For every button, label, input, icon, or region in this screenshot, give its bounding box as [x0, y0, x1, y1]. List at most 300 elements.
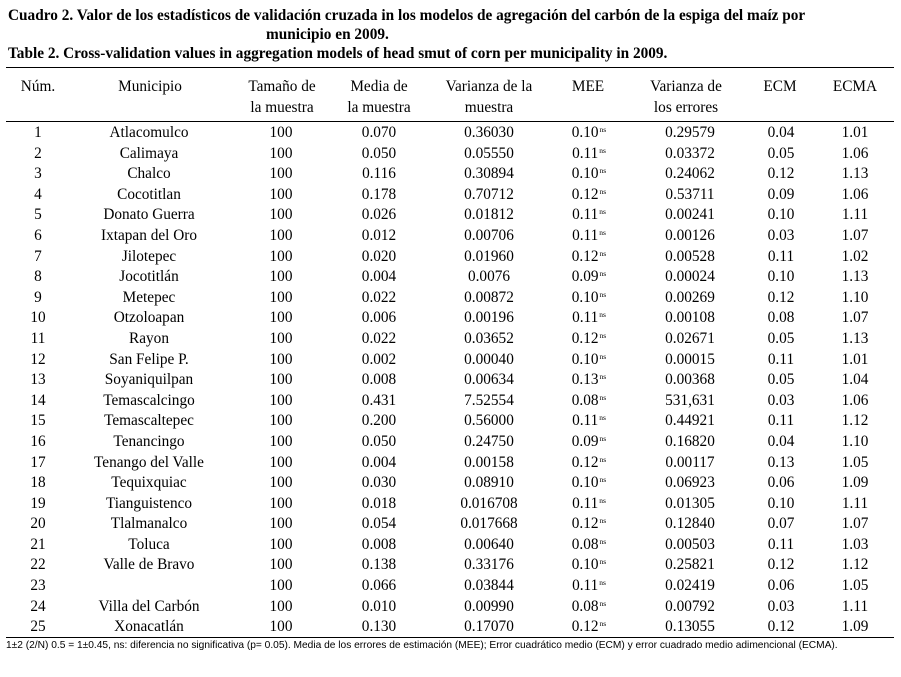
cell-varerr: 0.00368: [665, 371, 715, 389]
cell-mee-significance: ns: [599, 433, 607, 443]
table-row: [6, 453, 894, 474]
cell-ecm: 0.06: [767, 474, 795, 492]
cell-mee-significance: ns: [599, 454, 607, 464]
cell-media: 0.030: [361, 474, 397, 492]
header-mee-label: MEE: [571, 78, 605, 95]
cell-mee-value: 0.11: [572, 206, 599, 224]
cell-municipio: Ixtapan del Oro: [101, 226, 197, 244]
cell-media: 0.008: [361, 371, 397, 389]
cell-media: 0.431: [361, 391, 397, 409]
cell-mee: [572, 165, 606, 183]
cell-varianza: 0.00158: [464, 453, 514, 471]
cell-mee-value: 0.10: [571, 350, 599, 368]
cell-n: 100: [269, 185, 293, 203]
cell-municipio: Jocotitlán: [119, 268, 179, 286]
cell-varianza: 0.03652: [464, 329, 514, 347]
cell-num: 1: [34, 124, 42, 141]
cell-ecm: 0.03: [767, 597, 795, 615]
caption-english: Table 2. Cross-validation values in aggregation models of head smut of corn per municipality in 2009.: [8, 45, 668, 62]
cell-n: 100: [269, 412, 293, 430]
cell-ecm: 0.04: [767, 432, 795, 450]
cell-mee-significance: ns: [599, 372, 607, 382]
cell-varerr: 0.00117: [665, 453, 715, 471]
cell-varerr: 0.02419: [665, 577, 715, 595]
cell-mee-value: 0.12: [571, 515, 599, 533]
cell-municipio: Temascalcingo: [103, 391, 195, 409]
cell-media: 0.002: [361, 350, 397, 368]
cell-varianza: 0.17070: [464, 618, 514, 636]
cell-ecm: 0.05: [767, 371, 795, 389]
cell-n: 100: [269, 371, 293, 389]
cell-num: 3: [34, 165, 42, 183]
cell-num: 9: [34, 288, 42, 306]
cell-media: 0.178: [361, 185, 397, 203]
cell-ecma: 1.13: [841, 268, 869, 286]
cell-n: 100: [269, 556, 293, 574]
cell-varerr: 0.00269: [665, 288, 715, 306]
cell-municipio: Villa del Carbón: [98, 597, 200, 615]
table-row: [6, 308, 894, 329]
header-media-line1: Media de: [350, 78, 408, 95]
cell-num: 15: [30, 412, 46, 430]
cell-mee-value: 0.09: [571, 268, 599, 286]
cell-media: 0.054: [361, 515, 397, 533]
cell-mee-value: 0.12: [571, 185, 599, 203]
cell-mee-value: 0.10: [571, 165, 599, 183]
cell-mee-significance: ns: [599, 125, 607, 134]
cell-municipio: Metepec: [122, 288, 176, 306]
cell-media: 0.050: [361, 144, 397, 162]
cell-municipio: Cocotitlan: [117, 185, 181, 203]
cell-num: 24: [30, 597, 46, 615]
cell-varianza: 7.52554: [464, 391, 514, 409]
cell-ecm: 0.12: [767, 288, 795, 306]
cell-ecm: 0.12: [767, 556, 795, 574]
table-row: [6, 205, 894, 226]
cell-ecm: 0.06: [767, 577, 795, 595]
cell-varianza: 0.30894: [464, 165, 514, 183]
cell-mee-significance: ns: [599, 619, 607, 629]
cell-mee-significance: ns: [599, 186, 607, 196]
cell-n: 100: [269, 597, 293, 615]
cell-n: 100: [269, 391, 293, 409]
cell-varianza: 0.00040: [464, 350, 514, 368]
table-row: [6, 535, 894, 556]
cell-media: 0.008: [361, 535, 397, 553]
cell-municipio: Xonacatlán: [114, 618, 184, 636]
cell-mee-significance: ns: [599, 516, 607, 526]
cell-municipio: Toluca: [128, 535, 170, 553]
cell-varianza: 0.00872: [464, 288, 514, 306]
cell-mee-significance: ns: [599, 145, 606, 155]
cell-mee-significance: ns: [599, 166, 607, 176]
table-row: [6, 494, 894, 515]
header-varianza-line2: muestra: [464, 99, 514, 116]
cell-ecma: 1.01: [841, 124, 869, 141]
table-row: [6, 473, 894, 494]
cell-varerr: 0.00024: [665, 268, 715, 286]
cell-mee: [572, 495, 606, 513]
cell-varerr: 0.02671: [665, 329, 715, 347]
header-ecma: [822, 76, 888, 97]
cell-mee-significance: ns: [599, 207, 606, 217]
cell-n: 100: [269, 309, 293, 327]
cell-num: 7: [34, 247, 42, 265]
cell-mee-value: 0.13: [571, 371, 599, 389]
cell-municipio: Tenancingo: [113, 432, 185, 450]
caption-spanish-line2: municipio en 2009.: [266, 26, 389, 43]
header-municipio-label: Municipio: [118, 78, 182, 95]
cell-varerr: 0.29579: [665, 124, 715, 141]
cell-ecma: 1.13: [841, 329, 869, 347]
cell-mee-value: 0.08: [571, 391, 599, 409]
header-tamano: [236, 76, 328, 118]
cell-municipio: Temascaltepec: [104, 412, 194, 430]
cell-mee-value: 0.08: [571, 535, 599, 553]
cell-n: 100: [269, 288, 293, 306]
cell-ecm: 0.11: [767, 350, 795, 368]
cell-ecm: 0.11: [767, 412, 795, 430]
cell-municipio: Chalco: [127, 165, 171, 183]
cell-num: 6: [34, 226, 42, 244]
cell-num: 11: [30, 329, 46, 347]
cell-n: 100: [269, 226, 293, 244]
cell-ecma: 1.06: [841, 144, 869, 162]
cell-mee: [572, 227, 606, 245]
cell-mee: [572, 536, 606, 554]
cell-n: 100: [269, 268, 293, 286]
cell-mee-value: 0.11: [572, 309, 599, 327]
cell-mee: [572, 412, 606, 430]
cell-mee: [572, 289, 606, 307]
cell-mee: [572, 309, 606, 327]
cell-municipio: Otzoloapan: [113, 309, 185, 327]
cell-mee-value: 0.12: [571, 618, 599, 636]
table-body: [6, 123, 894, 638]
cell-mee-value: 0.12: [571, 247, 599, 265]
cell-ecma: 1.11: [841, 494, 869, 512]
table-row: [6, 597, 894, 618]
cell-varerr: 0.13055: [665, 618, 715, 636]
cell-n: 100: [269, 165, 293, 183]
header-num-label: Núm.: [20, 78, 56, 95]
cell-ecma: 1.06: [841, 185, 869, 203]
cell-varerr: 0.00126: [665, 226, 715, 244]
cell-mee-value: 0.11: [572, 144, 599, 162]
cell-ecma: 1.09: [841, 618, 869, 636]
cell-mee-value: 0.08: [571, 597, 599, 615]
header-varianza-line1: Varianza de la: [445, 78, 533, 95]
header-media: [336, 76, 422, 118]
cell-varianza: 0.00990: [464, 597, 514, 615]
cell-varerr: 531,631: [665, 391, 715, 409]
cell-mee: [572, 186, 606, 204]
cell-mee: [572, 392, 606, 410]
cell-mee-value: 0.12: [571, 453, 599, 471]
table-row: [6, 370, 894, 391]
table-row: [6, 432, 894, 453]
table-row: [6, 555, 894, 576]
cell-media: 0.018: [361, 494, 397, 512]
cell-mee: [572, 206, 606, 224]
cell-municipio: Valle de Bravo: [103, 556, 195, 574]
cell-ecm: 0.11: [767, 247, 795, 265]
table-row: [6, 123, 894, 144]
cell-media: 0.026: [361, 206, 397, 224]
table-row: [6, 144, 894, 165]
caption-spanish-line1: Cuadro 2. Valor de los estadísticos de validación cruzada in los modelos de agregación del carbón de la espiga del maíz por: [8, 7, 806, 24]
cell-ecma: 1.06: [841, 391, 869, 409]
cell-varianza: 0.33176: [464, 556, 514, 574]
cell-municipio: Jilotepec: [121, 247, 177, 265]
table-row: [6, 411, 894, 432]
header-municipio: [100, 76, 200, 97]
header-ecm: [752, 76, 808, 97]
cell-ecma: 1.10: [841, 432, 869, 450]
cell-municipio: Rayon: [129, 329, 169, 347]
cell-varianza: 0.08910: [464, 474, 514, 492]
cell-num: 4: [34, 185, 42, 203]
cell-varianza: 0.70712: [464, 185, 514, 203]
cell-mee: [572, 577, 606, 595]
cell-mee-significance: ns: [599, 557, 607, 567]
cell-varianza: 0.01960: [464, 247, 514, 265]
cell-varerr: 0.00528: [665, 247, 715, 265]
caption-spanish: [8, 6, 896, 44]
header-mee: [560, 76, 616, 97]
cell-mee-significance: ns: [599, 495, 606, 505]
cell-media: 0.022: [361, 329, 397, 347]
cell-varerr: 0.44921: [665, 412, 715, 430]
table-row: [6, 226, 894, 247]
cell-ecm: 0.09: [767, 185, 795, 203]
cell-varianza: 0.56000: [464, 412, 514, 430]
cell-ecma: 1.02: [841, 247, 869, 265]
cell-mee-significance: ns: [599, 330, 607, 340]
cell-mee-value: 0.10: [571, 474, 599, 492]
cell-ecma: 1.05: [841, 577, 869, 595]
cell-varerr: 0.16820: [665, 432, 715, 450]
cell-media: 0.200: [361, 412, 397, 430]
table-row: [6, 247, 894, 268]
cell-ecma: 1.03: [841, 535, 869, 553]
cell-mee: [572, 556, 606, 574]
cell-mee-significance: ns: [599, 269, 607, 279]
cell-ecma: 1.10: [841, 288, 869, 306]
header-tamano-line1: Tamaño de: [248, 78, 316, 95]
cell-ecm: 0.07: [767, 515, 795, 533]
cell-ecm: 0.11: [767, 535, 795, 553]
cell-mee: [572, 515, 606, 533]
cell-ecm: 0.03: [767, 391, 795, 409]
cell-media: 0.020: [361, 247, 397, 265]
cell-mee-value: 0.10: [571, 288, 599, 306]
cell-ecma: 1.05: [841, 453, 869, 471]
cell-media: 0.004: [361, 453, 397, 471]
cell-mee: [572, 454, 606, 472]
cell-n: 100: [269, 350, 293, 368]
cell-n: 100: [269, 206, 293, 224]
cell-varerr: 0.00792: [665, 597, 715, 615]
cell-media: 0.130: [361, 618, 397, 636]
cell-varianza: 0.24750: [464, 432, 514, 450]
header-varianza: [432, 76, 546, 118]
cell-varerr: 0.06923: [665, 474, 715, 492]
cell-n: 100: [269, 577, 293, 595]
cell-ecm: 0.10: [767, 494, 795, 512]
cell-mee: [572, 371, 606, 389]
cell-varerr: 0.00503: [665, 535, 715, 553]
cell-mee-value: 0.12: [571, 329, 599, 347]
cell-mee-significance: ns: [599, 578, 606, 588]
cell-media: 0.010: [361, 597, 397, 615]
cell-n: 100: [269, 535, 293, 553]
cell-varianza: 0.017668: [460, 515, 518, 533]
cell-municipio: Atlacomulco: [109, 124, 189, 141]
cell-mee-value: 0.11: [572, 494, 599, 512]
cell-ecma: 1.07: [841, 515, 869, 533]
cell-num: 23: [30, 577, 46, 595]
cell-varianza: 0.016708: [460, 494, 518, 512]
header-varerr-line2: los errores: [653, 99, 719, 116]
cell-ecma: 1.13: [841, 165, 869, 183]
cell-mee-value: 0.11: [572, 577, 599, 595]
cell-mee-value: 0.11: [572, 226, 599, 244]
cell-municipio: Tianguistenco: [105, 494, 193, 512]
header-varerr-line1: Varianza de: [650, 78, 722, 95]
header-num: [16, 76, 60, 97]
cell-ecm: 0.10: [767, 268, 795, 286]
cell-varerr: 0.12840: [665, 515, 715, 533]
cell-varianza: 0.01812: [464, 206, 514, 224]
cell-varerr: 0.53711: [665, 185, 715, 203]
cell-varerr: 0.00241: [665, 206, 715, 224]
cell-num: 5: [34, 206, 42, 224]
cell-varianza: 0.00706: [464, 226, 514, 244]
table-row: [6, 617, 894, 638]
table-row: [6, 329, 894, 350]
cell-mee: [572, 330, 606, 348]
cell-mee-value: 0.11: [572, 412, 599, 430]
cell-municipio: Tlalmanalco: [110, 515, 188, 533]
table-row: [6, 288, 894, 309]
cell-mee: [572, 474, 606, 492]
cell-ecma: 1.01: [841, 350, 869, 368]
cell-varerr: 0.03372: [665, 144, 715, 162]
cell-n: 100: [269, 124, 293, 141]
cell-mee-significance: ns: [599, 248, 607, 258]
table-bottom-rule: [6, 637, 894, 638]
cell-n: 100: [269, 329, 293, 347]
cell-media: 0.066: [361, 577, 397, 595]
cell-mee-significance: ns: [599, 227, 606, 237]
cell-mee: [572, 268, 606, 286]
cell-n: 100: [269, 515, 293, 533]
cell-varianza: 0.05550: [464, 144, 514, 162]
cell-ecma: 1.07: [841, 309, 869, 327]
cell-mee-value: 0.10: [571, 124, 599, 141]
cell-mee: [572, 433, 606, 451]
cell-num: 14: [30, 391, 46, 409]
cell-media: 0.004: [361, 268, 397, 286]
cell-mee: [572, 598, 606, 616]
cell-num: 22: [30, 556, 46, 574]
cell-mee-significance: ns: [599, 413, 606, 423]
cell-ecma: 1.12: [841, 412, 869, 430]
cell-mee: [572, 618, 606, 636]
cell-n: 100: [269, 474, 293, 492]
cell-ecma: 1.12: [841, 556, 869, 574]
cell-num: 12: [30, 350, 46, 368]
cell-municipio: Tequixquiac: [111, 474, 187, 492]
cell-media: 0.012: [361, 226, 397, 244]
cell-ecma: 1.11: [841, 206, 869, 224]
cell-varianza: 0.00196: [464, 309, 514, 327]
cell-mee: [572, 124, 606, 142]
cell-num: 25: [30, 618, 46, 636]
cell-num: 21: [30, 535, 46, 553]
cell-mee: [572, 351, 606, 369]
cell-mee-significance: ns: [599, 536, 607, 546]
table-row: [6, 185, 894, 206]
cell-ecma: 1.07: [841, 226, 869, 244]
cell-n: 100: [269, 247, 293, 265]
cell-varianza: 0.36030: [464, 124, 514, 141]
cell-ecma: 1.09: [841, 474, 869, 492]
cell-varianza: 0.03844: [464, 577, 514, 595]
cell-ecm: 0.05: [767, 329, 795, 347]
cell-num: 17: [30, 453, 46, 471]
cell-num: 18: [30, 474, 46, 492]
table-row: [6, 350, 894, 371]
cell-varianza: 0.0076: [467, 268, 511, 286]
cell-ecma: 1.04: [841, 371, 869, 389]
cell-ecm: 0.03: [767, 226, 795, 244]
cell-municipio: San Felipe P.: [109, 350, 189, 368]
cell-ecm: 0.05: [767, 144, 795, 162]
cell-num: 2: [34, 144, 42, 162]
cell-ecm: 0.12: [767, 618, 795, 636]
cell-varerr: 0.00015: [665, 350, 715, 368]
cell-municipio: Donato Guerra: [103, 206, 195, 224]
cell-n: 100: [269, 144, 293, 162]
cell-num: 10: [30, 309, 46, 327]
cell-mee-significance: ns: [599, 310, 606, 320]
cell-media: 0.022: [361, 288, 397, 306]
cell-mee-value: 0.09: [571, 432, 599, 450]
cell-mee-value: 0.10: [571, 556, 599, 574]
cell-mee: [572, 248, 606, 266]
cell-n: 100: [269, 618, 293, 636]
table-row: [6, 164, 894, 185]
table-row: [6, 267, 894, 288]
cell-media: 0.116: [362, 165, 396, 183]
table-row: [6, 576, 894, 597]
table-footnote: 1±2 (2/N) 0.5 = 1±0.45, ns: diferencia no significativa (p= 0.05). Media de los errores de estimación (MEE); Error cuadrático medio (ECM) y error cuadrado medio adimencional (ECMA).: [6, 640, 838, 651]
cell-n: 100: [269, 432, 293, 450]
cell-mee-significance: ns: [599, 289, 607, 299]
cell-media: 0.138: [361, 556, 397, 574]
cell-mee-significance: ns: [599, 351, 607, 361]
cell-municipio: Tenango del Valle: [94, 453, 204, 471]
table-row: [6, 391, 894, 412]
cell-varianza: 0.00634: [464, 371, 514, 389]
cell-num: 20: [30, 515, 46, 533]
header-varianza-errores: [636, 76, 736, 118]
header-ecma-label: ECMA: [832, 78, 878, 95]
cell-mee-significance: ns: [599, 598, 607, 608]
cell-municipio: Calimaya: [119, 144, 179, 162]
